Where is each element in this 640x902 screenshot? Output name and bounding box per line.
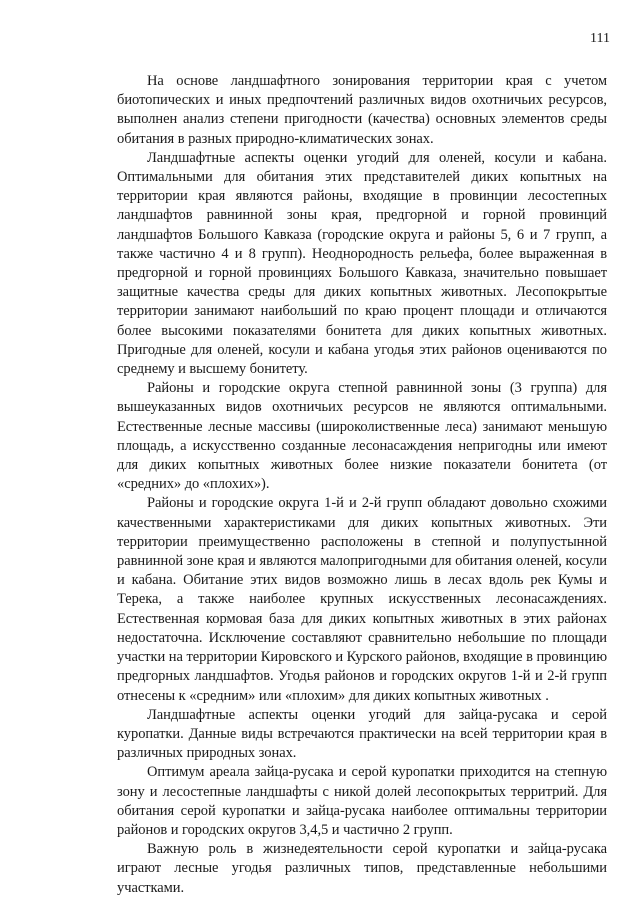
paragraph-3: Районы и городские округа степной равнинной зоны (3 группа) для вышеуказанных видов охотничьих ресурсов не являются оптимальными. Естественные лесные массивы (широколиственные леса) занимают меньшую площадь, а искусственно созданные лесонасаждения непригодны или имеют для диких копытных животных более низкие показатели бонитета (от «средних» до «плохих»). — [117, 380, 607, 493]
paragraph-4: Районы и городские округа 1-й и 2-й групп обладают довольно схожими качественными характеристиками для диких копытных животных. Эти территории преимущественно расположены в степной и полупустынной равнинной зоне края и являются малопригодными для обитания оленей, косули и кабана. Обитание этих видов возможно лишь в лесах вдоль рек Кумы и Терека, а также наиболее крупных искусственных лесонасаждениях. Естественная кормовая база для диких копытных животных в этих районах недостаточна. Исключение составляют сравнительно небольшие по площади участки на территории Кировского и Курского районов, входящие в провинцию предгорных ландшафтов. Угодья районов и городских округов 1-й и 2-й групп отнесены к «средним» или «плохим» для диких копытных животных . — [117, 495, 607, 704]
paragraph-6: Оптимум ареала зайца-русака и серой куропатки приходится на степную зону и лесостепные ландшафты с никой долей лесопокрытых территрий. Для обитания серой куропатки и зайца-русака наиболее оптимальны территории районов и городских округов 3,4,5 и частично 2 групп. — [117, 764, 607, 838]
paragraph-5: Ландшафтные аспекты оценки угодий для зайца-русака и серой куропатки. Данные виды встречаются практически на всей территории края в различных природных зонах. — [117, 706, 607, 762]
body-text — [117, 72, 607, 898]
paragraph-1: На основе ландшафтного зонирования территории края с учетом биотопических и иных предпочтений различных видов охотничьих ресурсов, выполнен анализ степени пригодности (качества) основных элементов среды обитания в разных природно-климатических зонах. — [117, 73, 607, 147]
paragraph-7: Важную роль в жизнедеятельности серой куропатки и зайца-русака играют лесные угодья различных типов, представленные небольшими участками. — [117, 841, 607, 896]
paragraph-2: Ландшафтные аспекты оценки угодий для оленей, косули и кабана. Оптимальными для обитания этих представителей диких копытных на территории края являются районы, входящие в провинции лесостепных ландшафтов равнинной зоны края, предгорной и горной провинций ландшафтов Большого Кавказа (городские округа и районы 5, 6 и 7 групп, а также частично 4 и 8 групп). Неоднородность рельефа, более выраженная в предгорной и горной провинциях Большого Кавказа, значительно повышает защитные качества среды для диких копытных животных. Лесопокрытые территории занимают наибольший по краю процент площади и отличаются более высокими показателями бонитета для диких копытных животных. Пригодные для оленей, косули и кабана угодья этих районов оцениваются по среднему и высшему бонитету. — [117, 149, 607, 378]
page-number: 111 — [590, 31, 610, 46]
